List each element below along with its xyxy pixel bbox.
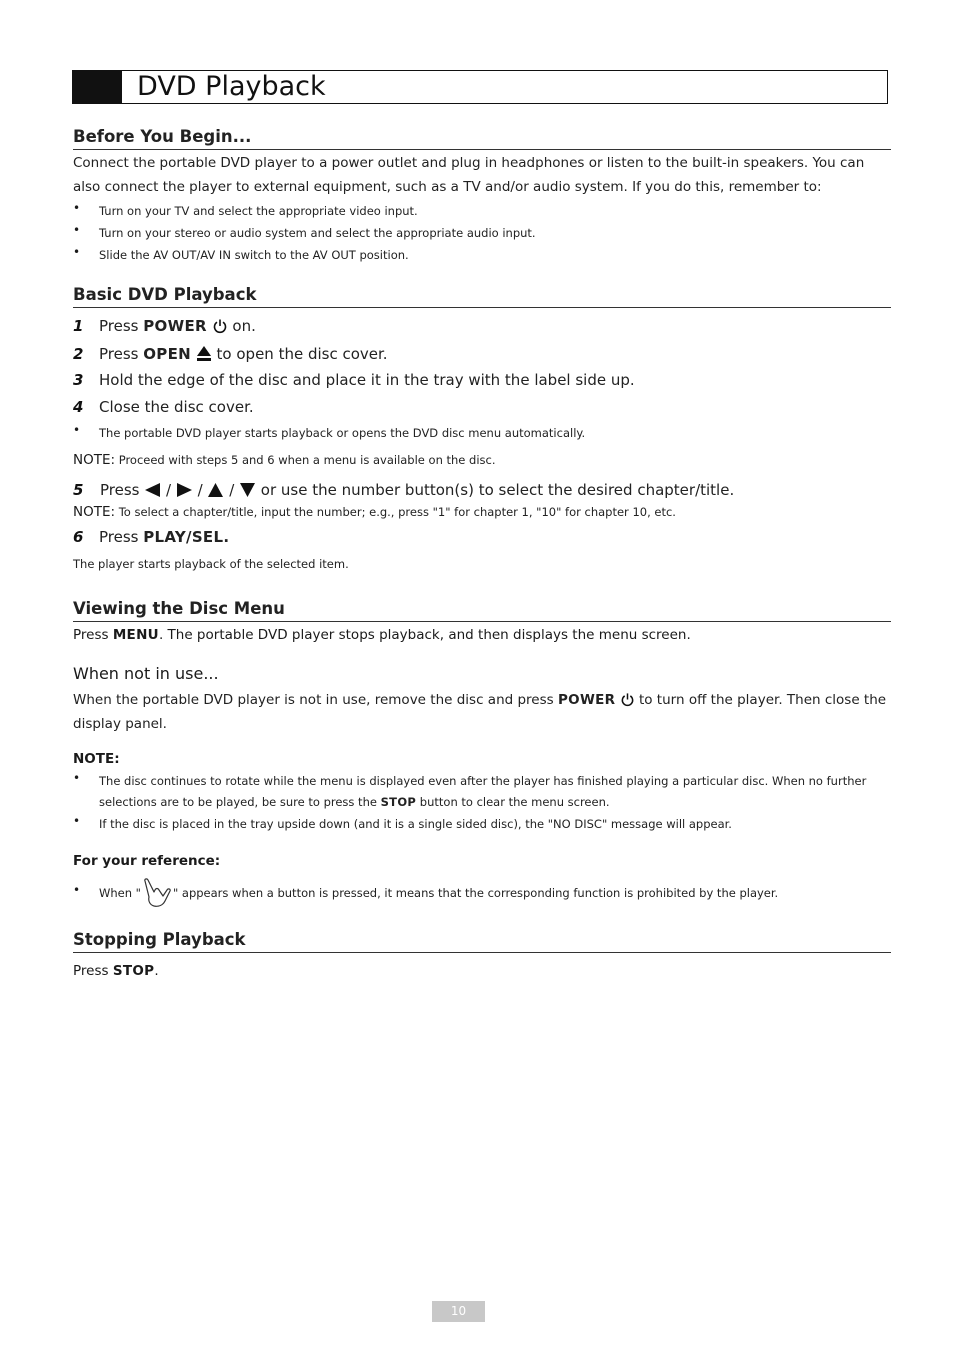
step-6-result: The player starts playback of the selected item.	[73, 557, 349, 571]
step-2-pre: Press	[99, 345, 144, 363]
separator: /	[224, 481, 240, 499]
play-sel-key: PLAY/SEL.	[143, 528, 230, 546]
eject-icon	[196, 345, 212, 366]
stop-key: STOP	[112, 963, 155, 979]
note-bullet-2: If the disc is placed in the tray upside down (and it is a single sided disc), the "NO DISC" message will appear.	[99, 817, 732, 831]
stopping-pre: Press	[73, 963, 113, 979]
note-label: NOTE:	[73, 751, 120, 767]
prohibited-hand-icon	[141, 876, 173, 921]
note-2-text: To select a chapter/title, input the number; e.g., press "1" for chapter 1, "10" for chapter 10, etc.	[115, 505, 676, 519]
step-4-text: Close the disc cover.	[99, 398, 254, 416]
step-6-text	[99, 528, 229, 546]
before-bullet-3: Slide the AV OUT/AV IN switch to the AV OUT position.	[99, 248, 409, 262]
notuse-pre: When the portable DVD player is not in use, remove the disc and press	[73, 692, 558, 708]
bullet-mark: •	[73, 223, 81, 237]
note-b1-post: button to clear the menu screen.	[416, 795, 610, 809]
step-5-text	[100, 481, 734, 502]
bullet-mark: •	[73, 771, 81, 785]
header-block	[73, 71, 122, 103]
section-menu-heading: Viewing the Disc Menu	[73, 599, 891, 622]
step-1-number: 1	[73, 317, 84, 335]
note-1-text: Proceed with steps 5 and 6 when a menu is available on the disc.	[115, 453, 496, 467]
menu-key: MENU	[112, 627, 159, 643]
bullet-mark: •	[73, 245, 81, 259]
notuse-heading: When not in use...	[73, 664, 219, 683]
step-6-number: 6	[73, 528, 84, 546]
section-stopping-heading: Stopping Playback	[73, 930, 891, 953]
left-arrow-icon	[144, 482, 161, 502]
note-1	[73, 452, 891, 468]
before-bullet-1: Turn on your TV and select the appropriate video input.	[99, 204, 418, 218]
reference-post: " appears when a button is pressed, it means that the corresponding function is prohibited by the player.	[172, 886, 779, 900]
step-5-pre: Press	[100, 481, 145, 499]
step-2-text	[99, 345, 388, 366]
note-b1-pre: The disc continues to rotate while the menu is displayed even after the player has finished playing a particular disc. When no further selections are to be played, be sure to press the	[99, 774, 867, 809]
note-2	[73, 504, 891, 520]
page-header	[72, 70, 888, 104]
step-1-text	[99, 317, 256, 338]
stopping-post: .	[154, 963, 159, 979]
step-2-number: 2	[73, 345, 84, 363]
stopping-text	[73, 963, 891, 979]
notuse-text	[73, 690, 891, 735]
power-icon	[620, 692, 635, 714]
step-1-pre: Press	[99, 317, 144, 335]
notuse-post: to turn off the player. Then close the display panel.	[73, 692, 887, 732]
separator: /	[192, 481, 208, 499]
before-bullet-2: Turn on your stereo or audio system and select the appropriate audio input.	[99, 226, 536, 240]
note-2-label: NOTE:	[73, 504, 116, 520]
page-number: 10	[432, 1301, 485, 1322]
section-before-heading: Before You Begin...	[73, 127, 891, 150]
step-4-number: 4	[73, 398, 84, 416]
note-bullet-1	[99, 771, 879, 813]
before-intro: Connect the portable DVD player to a power outlet and plug in headphones or listen to the built-in speakers. You can also connect the player to external equipment, such as a TV and/or audio system. If you do this, remember to:	[73, 155, 865, 195]
reference-pre: When "	[99, 886, 141, 900]
step-4-bullet: The portable DVD player starts playback or opens the DVD disc menu automatically.	[99, 426, 586, 440]
step-3-text: Hold the edge of the disc and place it in the tray with the label side up.	[99, 371, 635, 389]
reference-text	[99, 876, 879, 921]
bullet-mark: •	[73, 883, 81, 897]
menu-post: . The portable DVD player stops playback, and then displays the menu screen.	[158, 627, 691, 643]
reference-label: For your reference:	[73, 853, 221, 869]
power-key: POWER	[143, 317, 207, 335]
section-basic-heading: Basic DVD Playback	[73, 285, 891, 308]
menu-pre: Press	[73, 627, 113, 643]
step-5-post: or use the number button(s) to select the desired chapter/title.	[256, 481, 735, 499]
bullet-mark: •	[73, 814, 81, 828]
step-1-post: on.	[227, 317, 256, 335]
step-2-post: to open the disc cover.	[211, 345, 388, 363]
down-arrow-icon	[239, 482, 256, 502]
menu-text	[73, 627, 891, 643]
step-5-number: 5	[73, 481, 84, 499]
step-6-pre: Press	[99, 528, 144, 546]
stop-key: STOP	[380, 795, 417, 809]
step-3-number: 3	[73, 371, 84, 389]
note-1-label: NOTE:	[73, 452, 116, 468]
page-title: DVD Playback	[137, 71, 326, 102]
open-key: OPEN	[143, 345, 191, 363]
power-key: POWER	[557, 692, 616, 708]
right-arrow-icon	[176, 482, 193, 502]
bullet-mark: •	[73, 423, 81, 437]
bullet-mark: •	[73, 201, 81, 215]
separator: /	[161, 481, 176, 499]
up-arrow-icon	[207, 482, 224, 502]
power-icon	[212, 318, 228, 338]
